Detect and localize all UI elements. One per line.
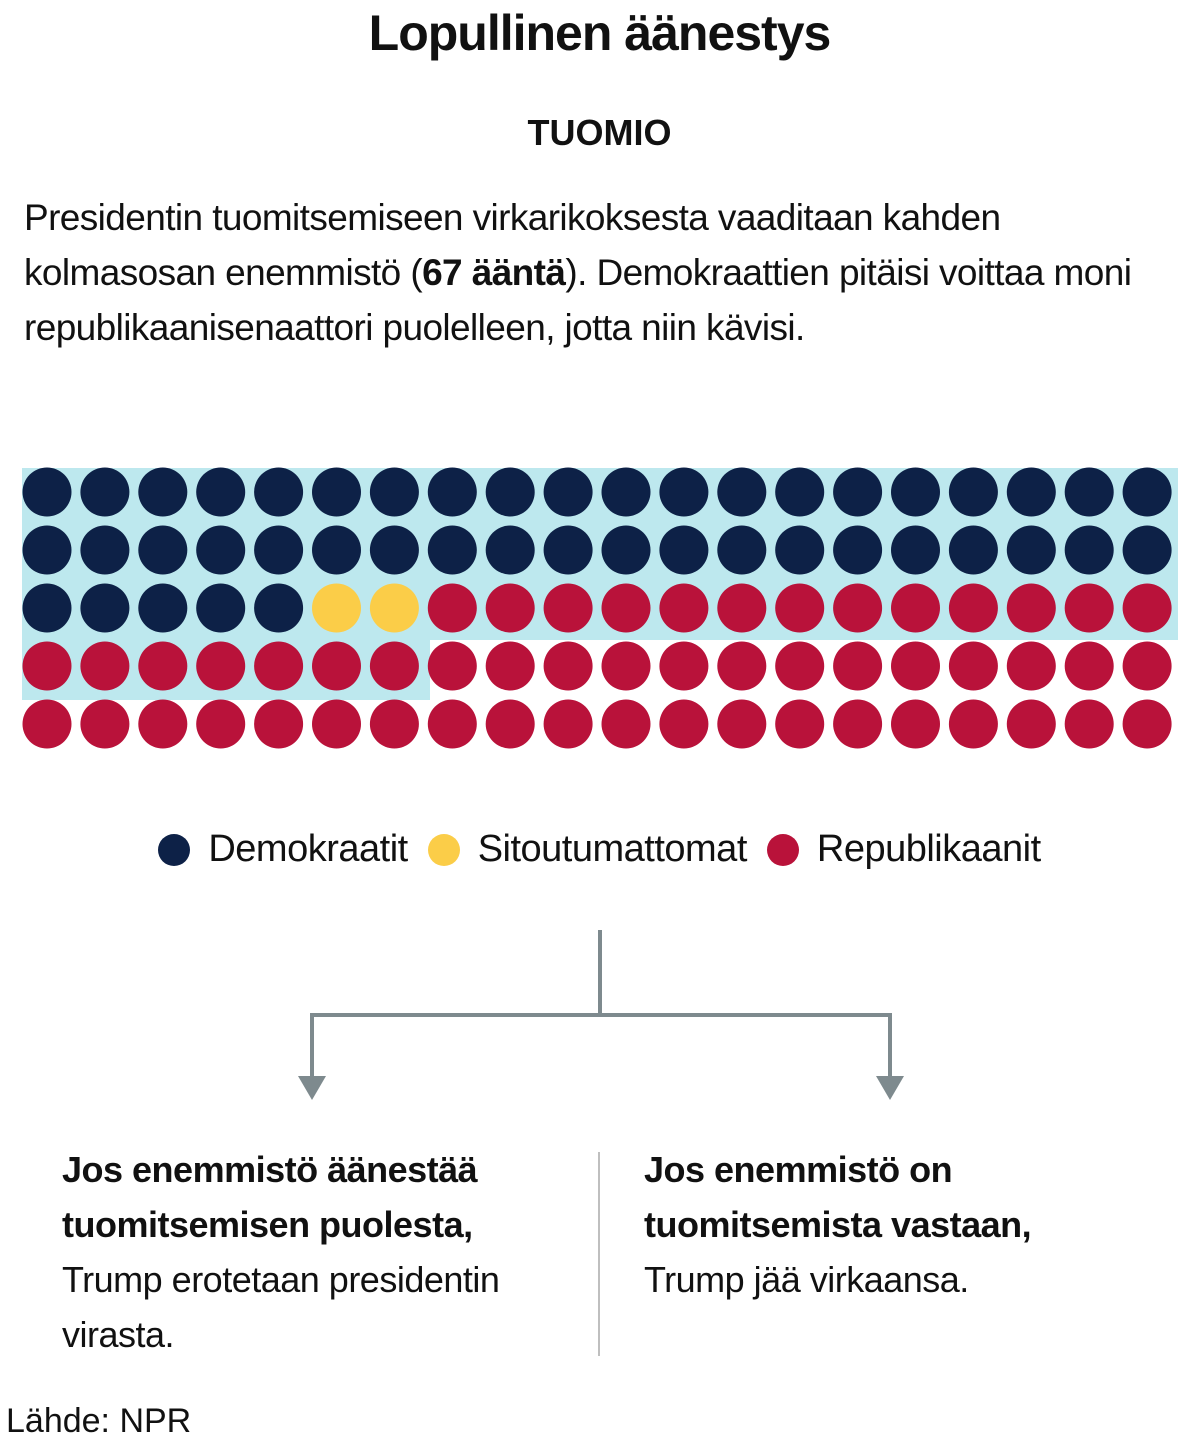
seat-dot <box>1123 700 1172 749</box>
seat-dot <box>544 584 593 633</box>
legend-item-independents <box>428 828 747 871</box>
seat-dot <box>428 584 477 633</box>
seat-dot <box>312 468 361 517</box>
legend-item-republicans <box>767 828 1041 871</box>
outcome-convict-text: Trump erotetaan presidentin virasta. <box>62 1259 500 1355</box>
seat-dot <box>1065 584 1114 633</box>
seat-dot <box>775 526 824 575</box>
seat-dot <box>717 584 766 633</box>
seat-dot <box>602 584 651 633</box>
seat-dot <box>833 468 882 517</box>
legend-label-democrats: Demokraatit <box>208 828 408 870</box>
outcome-acquit <box>644 1142 1164 1307</box>
legend-dot-independents <box>428 834 460 866</box>
seat-dot <box>486 700 535 749</box>
arrow-left-head <box>298 1076 326 1100</box>
seat-waffle-chart <box>0 440 1199 770</box>
seat-dot <box>602 468 651 517</box>
chart-title: Lopullinen äänestys <box>368 5 831 61</box>
arrow-right-head <box>876 1076 904 1100</box>
seat-dot <box>717 642 766 691</box>
seat-dot <box>23 526 72 575</box>
seat-dot <box>659 584 708 633</box>
outcome-acquit-heading: Jos enemmistö on tuomitsemista vastaan, <box>644 1149 1032 1245</box>
seat-dot <box>138 526 187 575</box>
seat-dot <box>602 642 651 691</box>
seat-dot <box>138 642 187 691</box>
seat-dot <box>312 700 361 749</box>
legend <box>0 828 1199 871</box>
seat-dot <box>370 700 419 749</box>
seat-dot <box>23 642 72 691</box>
seat-dot <box>80 642 129 691</box>
seat-dot <box>659 700 708 749</box>
description-bold-votes: 67 ääntä <box>422 252 566 293</box>
seat-dot <box>949 700 998 749</box>
seat-dot <box>544 642 593 691</box>
seat-dot <box>370 526 419 575</box>
two-thirds-highlight <box>22 468 1178 700</box>
description <box>24 190 1184 355</box>
outcome-convict <box>62 1142 582 1362</box>
seat-dot <box>775 642 824 691</box>
seat-dot <box>544 468 593 517</box>
seat-dot <box>428 700 477 749</box>
seat-dot <box>486 468 535 517</box>
seat-dot <box>1007 526 1056 575</box>
seat-dot <box>659 642 708 691</box>
seat-dot <box>196 700 245 749</box>
seat-dot <box>1123 642 1172 691</box>
seat-dot <box>891 584 940 633</box>
seat-dot <box>1065 468 1114 517</box>
seat-dot <box>23 468 72 517</box>
seat-dot <box>833 526 882 575</box>
seat-dot <box>891 700 940 749</box>
legend-label-independents: Sitoutumattomat <box>477 828 747 870</box>
seat-dot <box>1007 584 1056 633</box>
seat-dot <box>254 584 303 633</box>
seat-dot <box>486 642 535 691</box>
seat-dot <box>370 642 419 691</box>
legend-dot-republicans <box>767 834 799 866</box>
seat-dot <box>23 700 72 749</box>
seat-dot <box>833 642 882 691</box>
seat-dot <box>486 526 535 575</box>
seat-dot <box>312 584 361 633</box>
seat-dot <box>254 468 303 517</box>
seat-dot <box>717 700 766 749</box>
seat-dot <box>254 526 303 575</box>
seat-dot <box>138 468 187 517</box>
seat-dot <box>602 526 651 575</box>
seat-dot <box>370 468 419 517</box>
outcome-convict-heading: Jos enemmistö äänestää tuomitsemisen puolesta, <box>62 1149 478 1245</box>
description-text-end: ). Demokraattien pitäisi voittaa moni republikaanisenaattori puolelleen, jotta niin kävisi. <box>24 252 1132 348</box>
seat-dot <box>659 526 708 575</box>
outcome-divider <box>598 1152 600 1356</box>
seat-dot <box>1123 584 1172 633</box>
seat-dot <box>1065 642 1114 691</box>
seat-dot <box>775 700 824 749</box>
seat-dot <box>428 468 477 517</box>
seat-dot <box>775 584 824 633</box>
seat-dot <box>80 700 129 749</box>
seat-dot <box>659 468 708 517</box>
seat-dot <box>544 526 593 575</box>
seat-dot <box>1065 526 1114 575</box>
seat-dot <box>196 526 245 575</box>
seat-dot <box>370 584 419 633</box>
seat-dot <box>486 584 535 633</box>
seat-dot <box>196 468 245 517</box>
seat-dot <box>1123 526 1172 575</box>
seat-dot <box>833 700 882 749</box>
outcome-arrows <box>0 920 1199 1110</box>
seat-dot <box>23 584 72 633</box>
seat-dot <box>544 700 593 749</box>
seat-dot <box>1065 700 1114 749</box>
seat-dot <box>1007 700 1056 749</box>
seat-dot <box>949 468 998 517</box>
legend-dot-democrats <box>158 834 190 866</box>
seat-dot <box>949 526 998 575</box>
seat-dot <box>891 468 940 517</box>
seat-dot <box>312 526 361 575</box>
seat-dot <box>196 642 245 691</box>
seat-dot <box>254 700 303 749</box>
description-text-start: Presidentin tuomitsemiseen virkarikoksesta vaaditaan kahden kolmasosan enemmistö ( <box>24 197 1001 293</box>
seat-dot <box>254 642 303 691</box>
seat-dot <box>428 526 477 575</box>
seat-dot <box>1007 468 1056 517</box>
seat-dot <box>428 642 477 691</box>
seat-dot <box>80 584 129 633</box>
seat-dot <box>891 526 940 575</box>
seat-dot <box>833 584 882 633</box>
seat-dot <box>949 584 998 633</box>
chart-subtitle: TUOMIO <box>527 112 672 153</box>
outcome-acquit-text: Trump jää virkaansa. <box>644 1259 969 1300</box>
seat-dot <box>1123 468 1172 517</box>
seat-dot <box>138 584 187 633</box>
seat-dot <box>80 468 129 517</box>
seat-dot <box>949 642 998 691</box>
seat-dot <box>312 642 361 691</box>
legend-label-republicans: Republikaanit <box>816 828 1041 870</box>
seat-dot <box>717 468 766 517</box>
legend-item-democrats <box>158 828 407 871</box>
seat-dot <box>717 526 766 575</box>
seat-dot <box>80 526 129 575</box>
seat-dot <box>775 468 824 517</box>
seat-dot <box>1007 642 1056 691</box>
seat-dot <box>602 700 651 749</box>
source-note: Lähde: NPR <box>6 1402 192 1440</box>
seat-dot <box>891 642 940 691</box>
seat-dot <box>138 700 187 749</box>
seat-dot <box>196 584 245 633</box>
